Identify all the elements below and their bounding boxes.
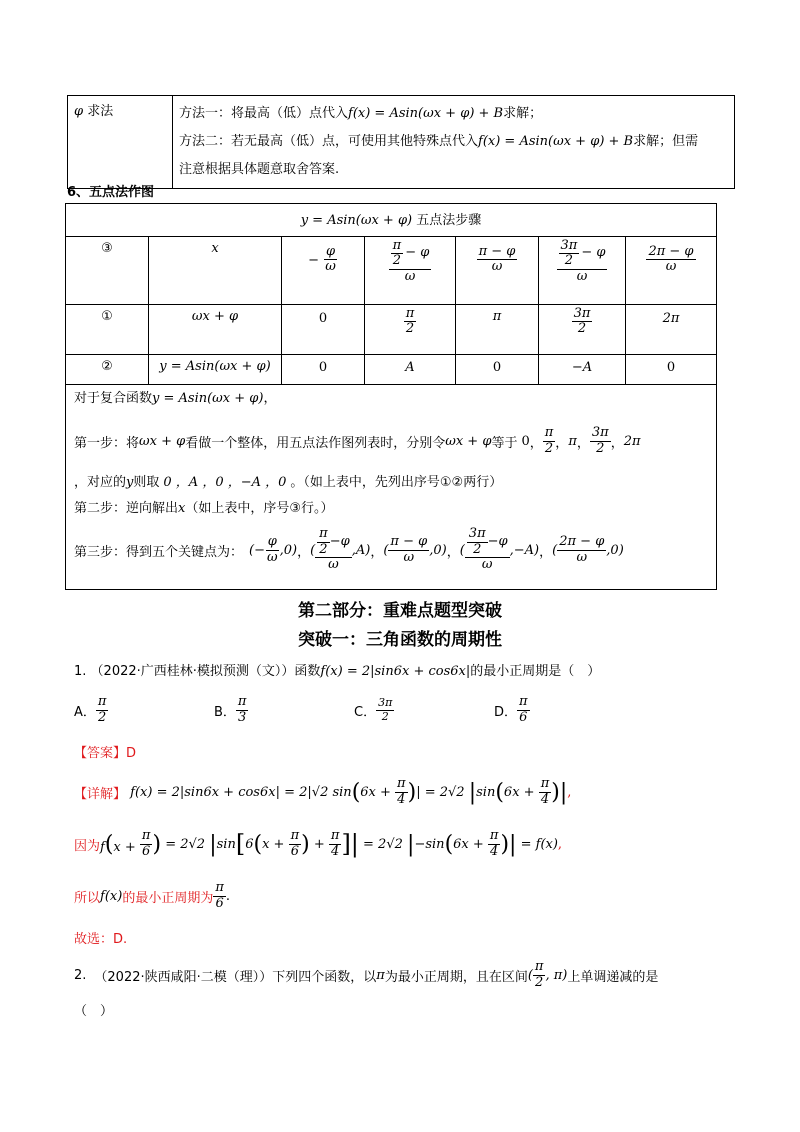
key-point-3: ( $\frac{\pi - \varphi}{\omega}$ ,0) [383, 533, 447, 565]
denominator: ω [266, 549, 278, 565]
denominator: 4 [397, 791, 406, 807]
answer-line [74, 742, 136, 761]
option-fraction [236, 695, 249, 726]
step-one-continued [74, 471, 502, 490]
question-two-pi: π [376, 967, 385, 983]
key-point-4: ( $\frac{3\pi}{2}$ −φ ω ,−A) [459, 525, 540, 573]
denominator: ω [404, 269, 416, 285]
angle-value-1: 0 [282, 304, 365, 354]
intro-text: 对于复合函数 [74, 391, 153, 406]
step-two [74, 497, 334, 516]
numerator: π [534, 959, 544, 974]
step-one-b-mid: 则取 [133, 475, 160, 490]
intro-tail: ， [263, 391, 277, 406]
x-value-5 [626, 236, 717, 304]
numerator: 3π [591, 425, 609, 440]
denominator: ω [481, 557, 493, 573]
numerator: π [290, 827, 300, 843]
inner-fraction [317, 527, 330, 558]
x-value-1 [282, 236, 365, 304]
inner-numerator: 3π [560, 237, 578, 253]
denominator: 6 [215, 895, 224, 911]
denominator: 2 [381, 709, 389, 723]
option-letter: A． [74, 704, 96, 720]
fraction [477, 245, 518, 276]
numerator: π [544, 425, 554, 440]
row-label: ② [66, 354, 149, 384]
denominator: 4 [331, 843, 340, 859]
angle-value-2 [365, 304, 456, 354]
option-fraction [376, 697, 394, 723]
numerator: 3π [378, 696, 393, 710]
step-one-b-post: 。（如上表中，先列出序号①②两行） [290, 475, 503, 490]
question-two-post: 上单调递减的是 [567, 969, 659, 985]
option-letter: C． [354, 704, 377, 720]
step-two-x: x [178, 501, 186, 516]
question-two [74, 960, 658, 991]
method-two-continued: 注意根据具体题意取舍答案. [179, 162, 340, 177]
denominator: ω [665, 259, 677, 275]
denominator: 2 [596, 440, 605, 456]
intro-formula: y = Asin(ωx + φ) [152, 391, 264, 406]
compound-fraction [315, 527, 352, 574]
question-source: （2022·广西桂林·模拟预测（文））函数 [90, 664, 321, 679]
denominator: 3 [238, 709, 247, 725]
detail-line-one: 【详解】 f(x) = 2|sin6x + cos6x| = 2| √2 sin ( 6x + $\frac{\pi}{4}$ ) | = 2 √2 | sin ( 6x + $\frac{\pi}{4}$ )| , [74, 775, 572, 807]
numerator: π − φ [478, 243, 516, 259]
numerator: π [405, 305, 415, 321]
minus-phi: − φ [581, 245, 606, 261]
step-one-b-pre: ，对应的 [74, 475, 127, 490]
y-value-2: A [365, 354, 456, 384]
key-point-5: ( $\frac{2\pi - \varphi}{\omega}$ ,0) [552, 533, 624, 565]
key-point-2: ( $\frac{\pi}{2}$ −φ ω ,A) [310, 525, 371, 573]
row-variable: ωx + φ [149, 304, 282, 354]
fraction [533, 960, 546, 991]
question-formula: f(x) = 2|sin6x + cos6x| [320, 664, 471, 679]
part-two-title: 第二部分：重难点题型突破 [298, 601, 502, 621]
compound-numerator [389, 239, 432, 271]
y-value-3: 0 [456, 354, 539, 384]
numerator: π [540, 775, 550, 791]
row-label: ③ [66, 236, 149, 304]
conclusion: 故选：D. [74, 932, 128, 947]
option-a[interactable] [74, 695, 214, 726]
step-one: 第一步：将 ωx + φ 看做一个整体，用五点法作图列表时，分别令 ωx + φ 等于 0 ， $\frac{\pi}{2}$ ， π ， $\frac{3\pi}{2}$ ， 2π [74, 425, 641, 456]
denominator: 2 [577, 321, 587, 337]
row-label: ① [66, 304, 149, 354]
option-letter: D． [494, 704, 518, 720]
numerator: π [489, 827, 499, 843]
question-two-paren: （ ） [74, 1004, 114, 1019]
denominator: 6 [290, 843, 299, 859]
question-two-mid: 为最小正周期，且在区间 [384, 969, 528, 985]
angle-value-5: 2π [626, 304, 717, 354]
option-fraction [517, 695, 530, 726]
inner-denominator: 2 [392, 253, 402, 269]
inner-fraction [559, 239, 580, 270]
denominator: ω [576, 269, 588, 285]
step-value-zero: 0 [521, 433, 530, 449]
method-two [179, 128, 728, 156]
row-variable: x [149, 236, 282, 304]
x-value-3 [456, 236, 539, 304]
phi-method-table [67, 95, 735, 189]
denominator: 2 [544, 440, 554, 456]
answer-label: 【答案】 [74, 746, 127, 761]
numerator: π [330, 827, 340, 843]
step-two-text: 第二步：逆向解出 [74, 501, 179, 516]
row-one [66, 304, 716, 354]
numerator: π [319, 525, 328, 541]
row-variable: y = Asin(ωx + φ) [149, 354, 282, 384]
detail-line-three: 所以 f(x) 的最小正周期为 $\frac{\pi}{6}$ . [74, 879, 231, 911]
detail-line-three-pre: 所以 [74, 890, 101, 906]
step-one-b-values: 0 ，A ，0 ，−A ，0 [163, 475, 287, 490]
method-two-text: 方法二：若无最高（低）点，可使用其他特殊点代入 [179, 134, 479, 149]
step-value-two-pi: 2π [623, 433, 641, 449]
function-f-x: f(x) [100, 888, 123, 904]
answer-value: D [126, 746, 137, 761]
fraction [323, 245, 338, 276]
row-two [66, 354, 716, 384]
denominator: 2 [535, 974, 544, 990]
compound-fraction [389, 239, 432, 286]
step-one-b-y: y [126, 475, 134, 490]
detail-label: 【详解】 [74, 786, 127, 802]
option-fraction [96, 695, 109, 726]
fraction [388, 535, 429, 566]
method-one-text: 方法一：将最高（低）点代入 [179, 106, 349, 121]
numerator: π − φ [390, 533, 428, 549]
y-value-4: −A [539, 354, 626, 384]
fraction [265, 535, 280, 566]
inner-fraction [391, 239, 404, 270]
denominator: 6 [142, 843, 151, 859]
compound-fraction [557, 239, 608, 286]
numerator: φ [267, 533, 277, 549]
phi-label-cell [68, 96, 173, 189]
five-point-table [66, 204, 716, 385]
fraction-pi-half [404, 307, 417, 338]
step-three-text: 第三步：得到五个关键点为： [74, 544, 244, 560]
row-three [66, 236, 716, 304]
question-two-interval: ( $\frac{\pi}{2}$ , π) [527, 959, 568, 990]
inner-fraction [467, 527, 488, 558]
denominator: ω [403, 549, 415, 565]
denominator: ω [491, 259, 503, 275]
y-value-5: 0 [626, 354, 717, 384]
detail-line-three-mid: 的最小正周期为 [122, 890, 214, 906]
phi-symbol: φ [74, 104, 84, 119]
fraction [395, 777, 408, 808]
table-title-text: 五点法步骤 [416, 213, 482, 228]
denominator: 2 [473, 541, 482, 557]
option-c[interactable] [354, 695, 494, 726]
method-one [179, 100, 728, 128]
question-one-options [74, 695, 634, 726]
part-two-subtitle: 突破一：三角函数的周期性 [298, 630, 502, 650]
numerator: 3π [573, 305, 591, 321]
fraction [289, 829, 302, 860]
five-point-table-title [66, 204, 716, 236]
numerator: π [215, 879, 224, 895]
section-six-heading: 6、五点法作图 [67, 185, 155, 200]
compound-fraction [465, 527, 510, 574]
method-two-formula: f(x) = Asin(ωx + φ) + B [478, 134, 634, 149]
angle-value-3: π [456, 304, 539, 354]
step-one-eq: 等于 [491, 435, 518, 451]
compound-numerator [557, 239, 608, 271]
table-title-formula: y = Asin(ωx + φ) [300, 213, 413, 228]
numerator: π [237, 694, 247, 709]
method-one-tail: 求解； [503, 106, 543, 121]
inner-numerator: π [392, 237, 402, 253]
numerator: π [97, 694, 107, 709]
option-b[interactable] [214, 695, 354, 726]
denominator: ω [328, 557, 339, 573]
fraction [557, 535, 606, 566]
step-value-pi: π [568, 433, 577, 449]
denominator: 2 [98, 709, 107, 725]
step-one-expr2: ωx + φ [445, 433, 492, 449]
question-two-pre: （2022·陕西咸阳·二模（理））下列四个函数，以 [94, 969, 377, 985]
question-one [74, 660, 600, 679]
step-two-tail: （如上表中，序号③行。） [185, 501, 334, 516]
x-value-4 [539, 236, 626, 304]
numerator: 3π [468, 525, 486, 541]
phi-label-text: 求法 [87, 104, 114, 119]
denominator: 6 [519, 709, 528, 725]
fraction [646, 245, 695, 276]
angle-value-4 [539, 304, 626, 354]
method-two-tail: 求解；但需 [633, 134, 699, 149]
period-fraction [213, 881, 226, 912]
denominator: 2 [405, 321, 415, 337]
step-three: 第三步：得到五个关键点为： (− $\frac{\varphi}{\omega}$ ,0) ， ( $\frac{\pi}{2}$ −φ ω ,A) ， ( $\frac{\pi - \varphi}{\omega}$ ,0) ， ( $\frac{3\pi}{2}$ −φ ω ,−A) ， ( $\frac{2\pi - \varphi}{\omega}$ ,0) [74, 525, 624, 573]
phi-methods-cell [173, 96, 735, 189]
question-number: 1. [74, 664, 87, 679]
fraction [140, 829, 153, 860]
numerator: π [141, 827, 151, 843]
question-number: 2. [74, 967, 87, 983]
inner-denominator: 2 [564, 253, 574, 269]
method-one-formula: f(x) = Asin(ωx + φ) + B [348, 106, 504, 121]
option-d[interactable] [494, 695, 614, 726]
step-value-three-pi-half [590, 426, 611, 457]
step-one-text: 看做一个整体，用五点法作图列表时，分别令 [185, 435, 446, 451]
compound-numerator: $\frac{\pi}{2}$ −φ [315, 527, 352, 559]
fraction [488, 829, 501, 860]
x-value-2 [365, 236, 456, 304]
numerator: π [519, 694, 528, 709]
question-tail: 的最小正周期是（ ） [470, 664, 601, 679]
denominator: 2 [319, 541, 328, 557]
step-value-pi-half [543, 426, 556, 457]
intro-line [74, 387, 276, 406]
fraction [329, 829, 342, 860]
five-point-box [65, 203, 717, 590]
step-one-expr: ωx + φ [139, 433, 186, 449]
step-one-label: 第一步：将 [74, 435, 140, 451]
minus-sign: − [308, 252, 320, 268]
numerator: 2π − φ [648, 243, 694, 259]
numerator: φ [325, 243, 336, 259]
denominator: ω [325, 259, 336, 275]
option-letter: B． [214, 704, 236, 720]
y-value-1: 0 [282, 354, 365, 384]
fraction [539, 777, 552, 808]
detail-line-two-pre: 因为 [74, 838, 101, 854]
key-point-1: (− $\frac{\varphi}{\omega}$ ,0) [249, 533, 298, 565]
detail-line-two: 因为 f(x + $\frac{\pi}{6}$ ) = 2 √2 | sin [ 6 ( x + $\frac{\pi}{6}$ ) + $\frac{\pi}{4}$ ]| = 2 √2 | −sin ( 6x + $\frac{\pi}{4}$ )| = f(x) , [74, 827, 563, 859]
denominator: 4 [490, 843, 499, 859]
numerator: π [397, 775, 406, 791]
fraction-three-pi-half [572, 307, 593, 338]
denominator: 4 [540, 791, 550, 807]
compound-numerator: $\frac{3\pi}{2}$ −φ [465, 527, 510, 559]
numerator: 2π − φ [559, 533, 605, 549]
denominator: ω [576, 549, 588, 565]
minus-phi: − φ [405, 245, 430, 261]
